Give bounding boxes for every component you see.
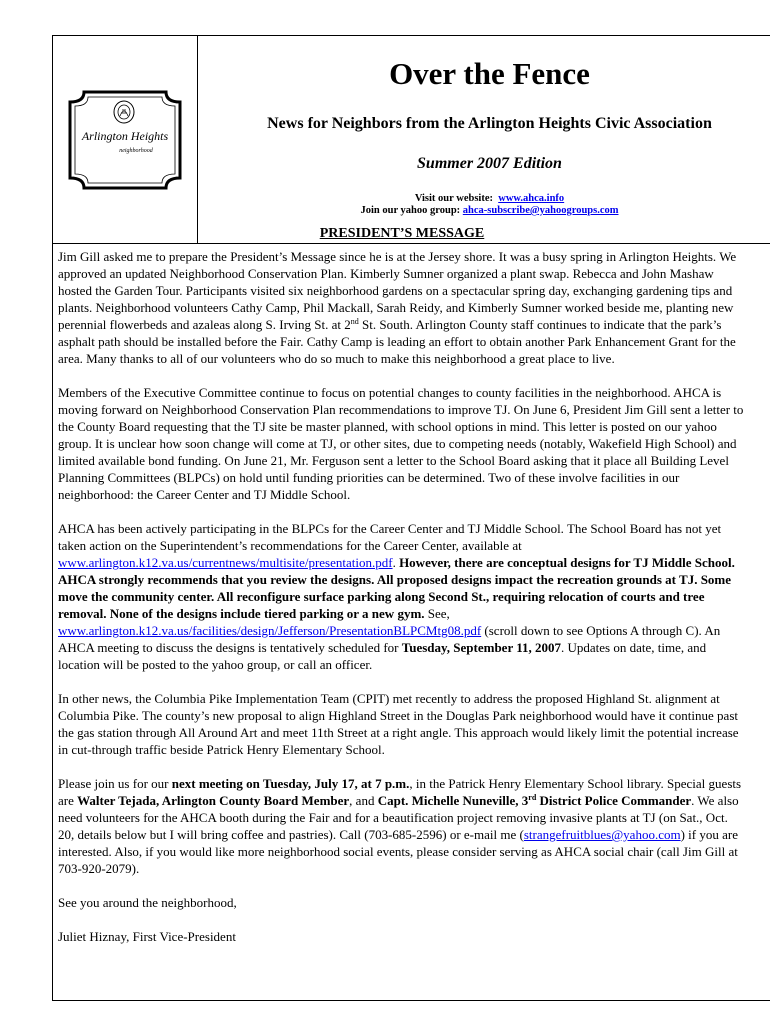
- yahoo-group-line: [198, 205, 770, 216]
- p5-text-a: Please join us for our: [58, 776, 172, 791]
- p3-text-c: See,: [424, 606, 450, 621]
- edition-label: Summer 2007 Edition: [417, 155, 562, 172]
- logo-cell: [52, 35, 198, 243]
- paragraph-4: In other news, the Columbia Pike Implementation Team (CPIT) met recently to address the proposed Highland St. alignment at Columbia Pike. The county’s new proposal to align Highland Street in the Douglas Park neighborhood would have it continue past the gas station through All Around Art and meet 11th Street at a right angle. This approach would likely limit the potential increase in cut-through traffic beside Patrick Henry Elementary School.: [58, 691, 739, 757]
- paragraph-2: Members of the Executive Committee continue to focus on potential changes to county facilities in the neighborhood. AHCA is moving forward on Neighborhood Conservation Plan recommendations to improve TJ. On June 6, President Jim Gill sent a letter to the County Board requesting that the TJ site be master planned, with school options in mind. This letter is posted on our yahoo group. It is unclear how soon change will come at TJ, or other sites, due to competing needs (notably, Wakefield High School) and limited available bond funding. On June 21, Mr. Ferguson sent a letter to the School Board asking that it place all Building Level Planning Committees (BLPCs) on hold until funding priorities can be determined. Two of these involve facilities in our neighborhood: the Career Center and TJ Middle School.: [58, 385, 744, 502]
- paragraph-1: [58, 248, 746, 367]
- closing-line: See you around the neighborhood,: [58, 895, 237, 910]
- p3-text-d: (scroll down to see Options A through C). An AHCA meeting to discuss the designs is tentatively scheduled for: [58, 623, 721, 655]
- p5-text-d: . We also need volunteers for the AHCA booth during the Fair and for a beautification project removing invasive plants at TJ (on Sat., Oct. 20, details below but I will bring coffee and pastries). Call (703-685-2596) or e-mail me (: [58, 793, 739, 842]
- website-label: Visit our website:: [414, 193, 493, 204]
- logo-subtext: neighborhood: [119, 148, 153, 154]
- paragraph-5: [58, 775, 746, 877]
- paragraph-3: [58, 520, 746, 673]
- newsletter-subtitle: News for Neighbors from the Arlington Heights Civic Association: [267, 115, 712, 132]
- p1-superscript: nd: [350, 317, 359, 326]
- p5-guest-2-a: Capt. Michelle Nuneville, 3: [377, 793, 529, 808]
- p1-text-b: St. South. Arlington County staff continues to indicate that the park’s asphalt path should be installed before the Fair. Cathy Camp is leading an effort to obtain another Park Enhancement Grant for the area. Many thanks to all of our volunteers who do so much to make this neighborhood a great place to live.: [58, 317, 736, 366]
- career-center-link[interactable]: www.arlington.k12.va.us/currentnews/multisite/presentation.pdf: [58, 555, 393, 570]
- arlington-heights-logo: [66, 88, 184, 192]
- p3-bold-date: Tuesday, September 11, 2007: [401, 640, 562, 655]
- p5-text-c: , and: [349, 793, 378, 808]
- section-heading: PRESIDENT’S MESSAGE: [319, 226, 485, 241]
- p5-superscript: rd: [528, 793, 537, 802]
- p3-text-b: .: [392, 555, 400, 570]
- p5-text-e: ) if you are interested. Also, if you would like more neighborhood social events, please consider serving as AHCA social chair (call Jim Gill at 703-920-2079).: [58, 827, 738, 876]
- logo-text: Arlington Heights: [81, 129, 169, 143]
- p5-bold-guest-1: Walter Tejada, Arlington County Board Member: [77, 793, 350, 808]
- jefferson-designs-link[interactable]: www.arlington.k12.va.us/facilities/design/Jefferson/PresentationBLPCMtg08.pdf: [58, 623, 482, 638]
- p3-bold-recommendation: However, there are conceptual designs for TJ Middle School. AHCA strongly recommends that you review the designs. All proposed designs impact the recreation grounds at TJ. Some move the community center. All reconfigure surface parking along Second St., requiring relocation of courts and tree removal. None of the designs include tiered parking or a new gym.: [58, 555, 735, 621]
- p5-text-b: , in the Patrick Henry Elementary School library. Special guests are: [58, 776, 742, 808]
- website-line: [198, 193, 770, 204]
- yahoo-group-label: Join our yahoo group:: [360, 205, 461, 216]
- header-divider: [52, 243, 770, 244]
- yahoo-group-link[interactable]: ahca-subscribe@yahoogroups.com: [462, 205, 619, 216]
- p5-guest-2-b: District Police Commander: [536, 793, 692, 808]
- p5-bold-meeting: next meeting on Tuesday, July 17, at 7 p.m.: [171, 776, 410, 791]
- website-link[interactable]: www.ahca.info: [498, 193, 565, 204]
- message-body: [58, 248, 746, 962]
- newsletter-title: Over the Fence: [389, 56, 590, 91]
- p3-text-a: AHCA has been actively participating in the BLPCs for the Career Center and TJ Middle School. The School Board has not yet taken action on the Superintendent’s recommendations for the Career Center, available at: [58, 521, 722, 553]
- email-link[interactable]: strangefruitblues@yahoo.com: [523, 827, 681, 842]
- signature: Juliet Hiznay, First Vice-President: [58, 929, 236, 944]
- p3-text-e: . Updates on date, time, and location will be posted to the yahoo group, or call an officer.: [58, 640, 707, 672]
- p5-bold-guest-2: [378, 793, 691, 808]
- p1-text-a: Jim Gill asked me to prepare the President’s Message since he is at the Jersey shore. It was a busy spring in Arlington Heights. We approved an updated Neighborhood Conservation Plan. Kimberly Sumner organized a plant swap. Rebecca and John Mashaw hosted the Garden Tour. Participants visited six neighborhood gardens on a spectacular spring day, exchanging gardening tips and plants. Neighborhood volunteers Cathy Camp, Phil Mackall, Sarah Reidy, and Kimberly Sumner worked beside me, planting new perennial flowerbeds and azaleas along S. Irving St. at 2: [58, 249, 737, 332]
